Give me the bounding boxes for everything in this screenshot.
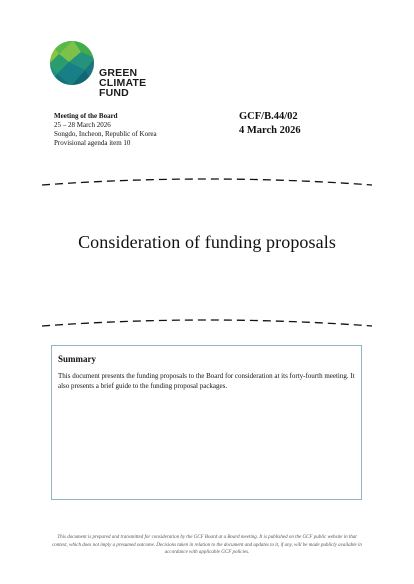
document-date: 4 March 2026 <box>239 125 301 136</box>
disclaimer-footer: This document is prepared and transmitted for consideration by the GCF Board at a Board meeting. It is published on the GCF public website in that context, which does not imply a presumed outcome. Decisions taken in relation to the document and updates to it, if any, will be made publicly available in accordance with applicable GCF policies. <box>52 535 362 555</box>
logo-line-3: FUND <box>99 87 129 99</box>
bottom-divider <box>40 316 374 330</box>
logo-line-1: GREEN <box>99 67 138 79</box>
meeting-title: Meeting of the Board <box>54 112 118 120</box>
gcf-logo <box>49 40 147 102</box>
top-divider <box>40 175 374 189</box>
meeting-info <box>54 112 157 148</box>
document-code: GCF/B.44/02 <box>239 111 298 122</box>
summary-body: This document presents the funding proposals to the Board for consideration at its forty-fourth meeting. It also presents a brief guide to the funding proposal packages. <box>58 372 355 390</box>
page-title: Consideration of funding proposals <box>78 232 336 252</box>
summary-heading: Summary <box>58 354 96 364</box>
document-reference <box>239 110 301 138</box>
logo-line-2: CLIMATE <box>99 77 147 89</box>
meeting-dates: 25 – 28 March 2026 <box>54 121 111 129</box>
globe-icon <box>49 40 95 86</box>
meeting-location: Songdo, Incheon, Republic of Korea <box>54 130 157 138</box>
logo-wordmark <box>99 68 146 98</box>
meeting-agenda: Provisional agenda item 10 <box>54 139 131 147</box>
summary-box <box>51 345 362 500</box>
